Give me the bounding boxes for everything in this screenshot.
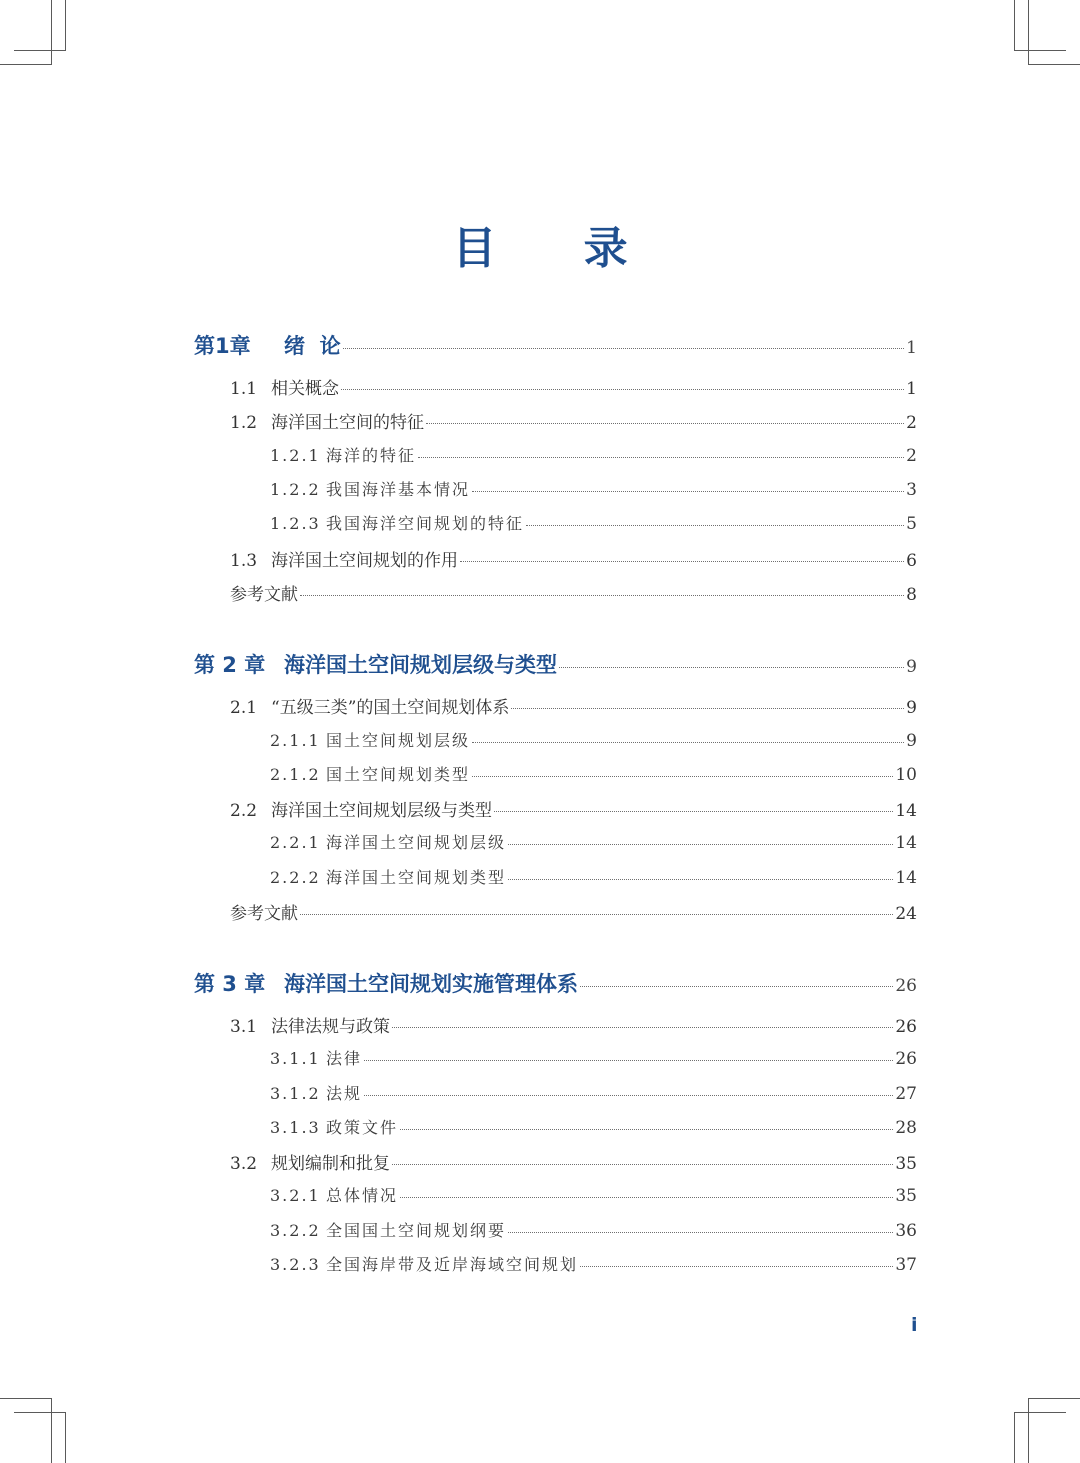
toc-entry-page: 24 — [895, 904, 917, 924]
toc-entry-title: 法律 — [326, 1049, 363, 1068]
dot-leader — [418, 457, 904, 458]
toc-entry-number: 3.1.1 — [270, 1049, 321, 1068]
toc-entry-title: 海洋国土空间规划的作用 — [271, 551, 458, 571]
dot-leader — [400, 1129, 893, 1130]
toc-entry-title: 政策文件 — [326, 1118, 399, 1137]
toc-entry-sub[interactable] — [270, 1183, 917, 1206]
dot-leader — [580, 986, 893, 987]
toc-entry-label — [270, 865, 506, 888]
toc-entry-label — [270, 1046, 362, 1069]
toc-entry-number: 1.2 — [230, 413, 258, 433]
toc-entry-page: 9 — [906, 731, 917, 751]
toc-entry-page: 27 — [895, 1084, 917, 1104]
toc-entry-label — [270, 511, 524, 534]
toc-entry-title: 海洋国土空间规划实施管理体系 — [284, 972, 578, 996]
dot-leader — [559, 667, 904, 668]
toc-entry-title: 规划编制和批复 — [271, 1154, 390, 1174]
toc-entry-chapter[interactable] — [194, 649, 917, 679]
toc-entry-title: 绪 论 — [284, 334, 341, 358]
toc-entry-label — [270, 1115, 398, 1138]
dot-leader — [508, 1232, 893, 1233]
dot-leader — [392, 1164, 893, 1165]
toc-entry-page: 3 — [906, 480, 917, 500]
dot-leader — [364, 1095, 893, 1096]
toc-entry-label — [270, 1183, 398, 1206]
toc-entry-number: 第 3 章 — [194, 972, 266, 996]
dot-leader — [341, 389, 904, 390]
toc-entry-section[interactable] — [230, 546, 917, 571]
toc-entry-label — [230, 899, 298, 924]
toc-entry-number: 2.1.1 — [270, 731, 321, 750]
toc-entry-number: 第 2 章 — [194, 653, 266, 677]
toc-entry-section[interactable] — [230, 796, 917, 821]
dot-leader — [472, 776, 893, 777]
toc-entry-page: 2 — [906, 413, 917, 433]
toc-entry-number: 3.1.2 — [270, 1084, 321, 1103]
toc-entry-title: 海洋国土空间规划层级与类型 — [284, 653, 557, 677]
toc-entry-number: 3.1 — [230, 1017, 258, 1037]
toc-entry-label — [194, 649, 557, 679]
toc-entry-label — [230, 546, 458, 571]
toc-entry-sub[interactable] — [270, 762, 917, 785]
toc-entry-page: 36 — [895, 1221, 917, 1241]
toc-entry-label — [270, 477, 470, 500]
toc-entry-section[interactable] — [230, 374, 917, 399]
toc-entry-title: “五级三类”的国土空间规划体系 — [271, 698, 510, 718]
toc-entry-chapter[interactable] — [194, 968, 917, 998]
dot-leader — [300, 595, 904, 596]
toc-entry-page: 26 — [895, 1017, 917, 1037]
toc-entry-title: 国土空间规划类型 — [326, 765, 471, 784]
toc-entry-title: 全国国土空间规划纲要 — [326, 1221, 507, 1240]
toc-entry-title: 法规 — [326, 1084, 363, 1103]
toc-entry-number: 2.1 — [230, 698, 258, 718]
toc-entry-title: 我国海洋空间规划的特征 — [326, 514, 525, 533]
toc-entry-section[interactable] — [230, 899, 917, 924]
page-number: i — [911, 1314, 918, 1336]
toc-entry-title: 我国海洋基本情况 — [326, 480, 471, 499]
toc-entry-page: 6 — [906, 551, 917, 571]
toc-entry-number: 第1章 — [194, 334, 251, 358]
toc-entry-page: 1 — [906, 338, 917, 358]
toc-entry-title: 全国海岸带及近岸海域空间规划 — [326, 1255, 579, 1274]
dot-leader — [426, 423, 904, 424]
toc-entry-label — [230, 374, 339, 399]
toc-entry-sub[interactable] — [270, 865, 917, 888]
toc-entry-sub[interactable] — [270, 511, 917, 534]
dot-leader — [460, 561, 904, 562]
toc-entry-title: 海洋国土空间的特征 — [271, 413, 424, 433]
toc-entry-title: 国土空间规划层级 — [326, 731, 471, 750]
toc-entry-section[interactable] — [230, 1149, 917, 1174]
toc-entry-number: 1.2.2 — [270, 480, 321, 499]
toc-entry-page: 2 — [906, 446, 917, 466]
toc-entry-sub[interactable] — [270, 830, 917, 853]
toc-entry-page: 14 — [895, 833, 917, 853]
toc-entry-number: 2.2.1 — [270, 833, 321, 852]
toc-entry-title: 海洋国土空间规划层级与类型 — [271, 801, 492, 821]
toc-entry-sub[interactable] — [270, 1252, 917, 1275]
dot-leader — [364, 1060, 893, 1061]
toc-entry-sub[interactable] — [270, 1081, 917, 1104]
toc-entry-page: 9 — [906, 657, 917, 677]
toc-entry-page: 35 — [895, 1186, 917, 1206]
toc-entry-number: 2.2.2 — [270, 868, 321, 887]
toc-entry-title: 海洋国土空间规划层级 — [326, 833, 507, 852]
toc-entry-label — [270, 1218, 506, 1241]
dot-leader — [526, 525, 904, 526]
dot-leader — [472, 742, 904, 743]
toc-entry-page: 14 — [895, 801, 917, 821]
toc-entry-sub[interactable] — [270, 728, 917, 751]
toc-entry-section[interactable] — [230, 1012, 917, 1037]
toc-entry-title: 相关概念 — [271, 379, 339, 399]
toc-entry-label — [270, 1252, 578, 1275]
toc-entry-page: 37 — [895, 1255, 917, 1275]
toc-entry-sub[interactable] — [270, 1046, 917, 1069]
toc-entry-page: 8 — [906, 585, 917, 605]
toc-entry-label — [270, 728, 470, 751]
toc-entry-page: 28 — [895, 1118, 917, 1138]
toc-entry-number: 3.1.3 — [270, 1118, 321, 1137]
dot-leader — [580, 1266, 893, 1267]
toc-entry-label — [270, 1081, 362, 1104]
toc-entry-sub[interactable] — [270, 1218, 917, 1241]
toc-entry-number: 1.1 — [230, 379, 258, 399]
toc-entry-title: 法律法规与政策 — [271, 1017, 390, 1037]
toc-entry-sub[interactable] — [270, 443, 917, 466]
toc-entry-label — [230, 408, 424, 433]
toc-entry-number: 1.2.1 — [270, 446, 321, 465]
dot-leader — [494, 811, 893, 812]
toc-entry-number: 2.2 — [230, 801, 258, 821]
toc-entry-page: 26 — [895, 1049, 917, 1069]
toc-entry-page: 5 — [906, 514, 917, 534]
toc-entry-label — [270, 830, 506, 853]
toc-entry-number: 3.2.2 — [270, 1221, 321, 1240]
dot-leader — [508, 879, 893, 880]
toc-entry-label — [270, 443, 416, 466]
toc-entry-title: 海洋国土空间规划类型 — [326, 868, 507, 887]
toc-entry-page: 9 — [906, 698, 917, 718]
dot-leader — [392, 1027, 893, 1028]
toc-entry-label — [230, 796, 492, 821]
toc-entry-number: 1.3 — [230, 551, 258, 571]
toc-entry-title: 参考文献 — [230, 904, 298, 924]
toc-entry-number: 1.2.3 — [270, 514, 321, 533]
toc-entry-page: 14 — [895, 868, 917, 888]
toc-entry-label — [230, 1149, 390, 1174]
toc-entry-number: 3.2 — [230, 1154, 258, 1174]
toc-entry-page: 10 — [895, 765, 917, 785]
dot-leader — [300, 914, 893, 915]
toc-entry-chapter[interactable] — [194, 330, 917, 360]
toc-entry-number: 3.2.1 — [270, 1186, 321, 1205]
toc-entry-section[interactable] — [230, 408, 917, 433]
toc-entry-sub[interactable] — [270, 1115, 917, 1138]
dot-leader — [508, 844, 893, 845]
page-title: 目 录 — [452, 223, 664, 274]
toc-entry-section[interactable] — [230, 580, 917, 605]
toc-entry-page: 1 — [906, 379, 917, 399]
dot-leader — [343, 348, 905, 349]
toc-entry-label — [230, 1012, 390, 1037]
dot-leader — [472, 491, 904, 492]
toc-entry-page: 26 — [895, 976, 917, 996]
toc-entry-number: 2.1.2 — [270, 765, 321, 784]
toc-entry-label — [194, 968, 578, 998]
toc-entry-sub[interactable] — [270, 477, 917, 500]
toc-entry-title: 总体情况 — [326, 1186, 399, 1205]
toc-entry-page: 35 — [895, 1154, 917, 1174]
toc-entry-label — [270, 762, 470, 785]
toc-entry-section[interactable] — [230, 693, 917, 718]
toc-entry-title: 海洋的特征 — [326, 446, 417, 465]
toc-entry-label — [230, 580, 298, 605]
toc-entry-title: 参考文献 — [230, 585, 298, 605]
toc-entry-label — [230, 693, 509, 718]
dot-leader — [511, 708, 904, 709]
toc-entry-number: 3.2.3 — [270, 1255, 321, 1274]
dot-leader — [400, 1197, 893, 1198]
toc-entry-label — [194, 330, 341, 360]
